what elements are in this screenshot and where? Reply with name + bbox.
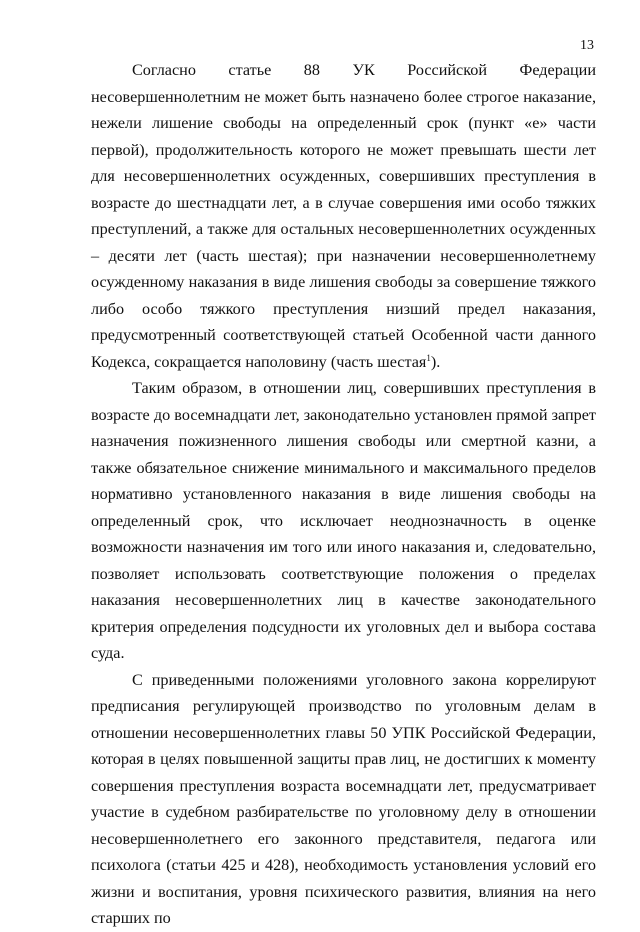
paragraph-1-text-end: ). — [430, 352, 441, 371]
page-number: 13 — [580, 38, 594, 53]
paragraph-1-text: Согласно статье 88 УК Российской Федерации несовершеннолетним не может быть назначено более строгое наказание, нежели лишение свободы на определенный срок (пункт «е» части первой), продолжительность которого не может превышать шести лет для несовершеннолетних осужденных, совершивших преступления в возрасте до шестнадцати лет, а в случае совершения ими особо тяжких преступлений, а также для остальных несовершеннолетних осужденных – десяти лет (часть шестая); при назначении несовершеннолетнему осужденному наказания в виде лишения свободы за совершение тяжкого либо особо тяжкого преступления низший предел наказания, предусмотренный соответствующей статьей Особенной части данного Кодекса, сокращается наполовину (часть шестая — [91, 61, 596, 371]
paragraph-2: Таким образом, в отношении лиц, совершивших преступления в возрасте до восемнадцати лет, законодательно установлен прямой запрет назначения пожизненного лишения свободы или смертной казни, а также обязательное снижение минимального и максимального пределов нормативно установленного наказания в виде лишения свободы на определенный срок, что исключает неоднозначность в оценке возможности назначения им того или иного наказания и, следовательно, позволяет использовать соответствующие положения о пределах наказания несовершеннолетних лиц в качестве законодательного критерия определения подсудности их уголовных дел и выбора состава суда. — [91, 379, 596, 662]
paragraph-3: С приведенными положениями уголовного закона коррелируют предписания регулирующей производство по уголовным делам в отношении несовершеннолетних главы 50 УПК Российской Федерации, которая в целях повышенной защиты прав лиц, не достигших к моменту совершения преступления возраста восемнадцати лет, предусматривает участие в судебном разбирательстве по уголовному делу в отношении несовершеннолетнего его законного представителя, педагога или психолога (статьи 425 и 428), необходимость установления условий его жизни и воспитания, уровня психического развития, влияния на него старших по — [91, 670, 596, 927]
footnote-marker: 1 — [426, 352, 431, 363]
paragraph-1 — [91, 57, 596, 375]
body-text — [91, 57, 596, 932]
